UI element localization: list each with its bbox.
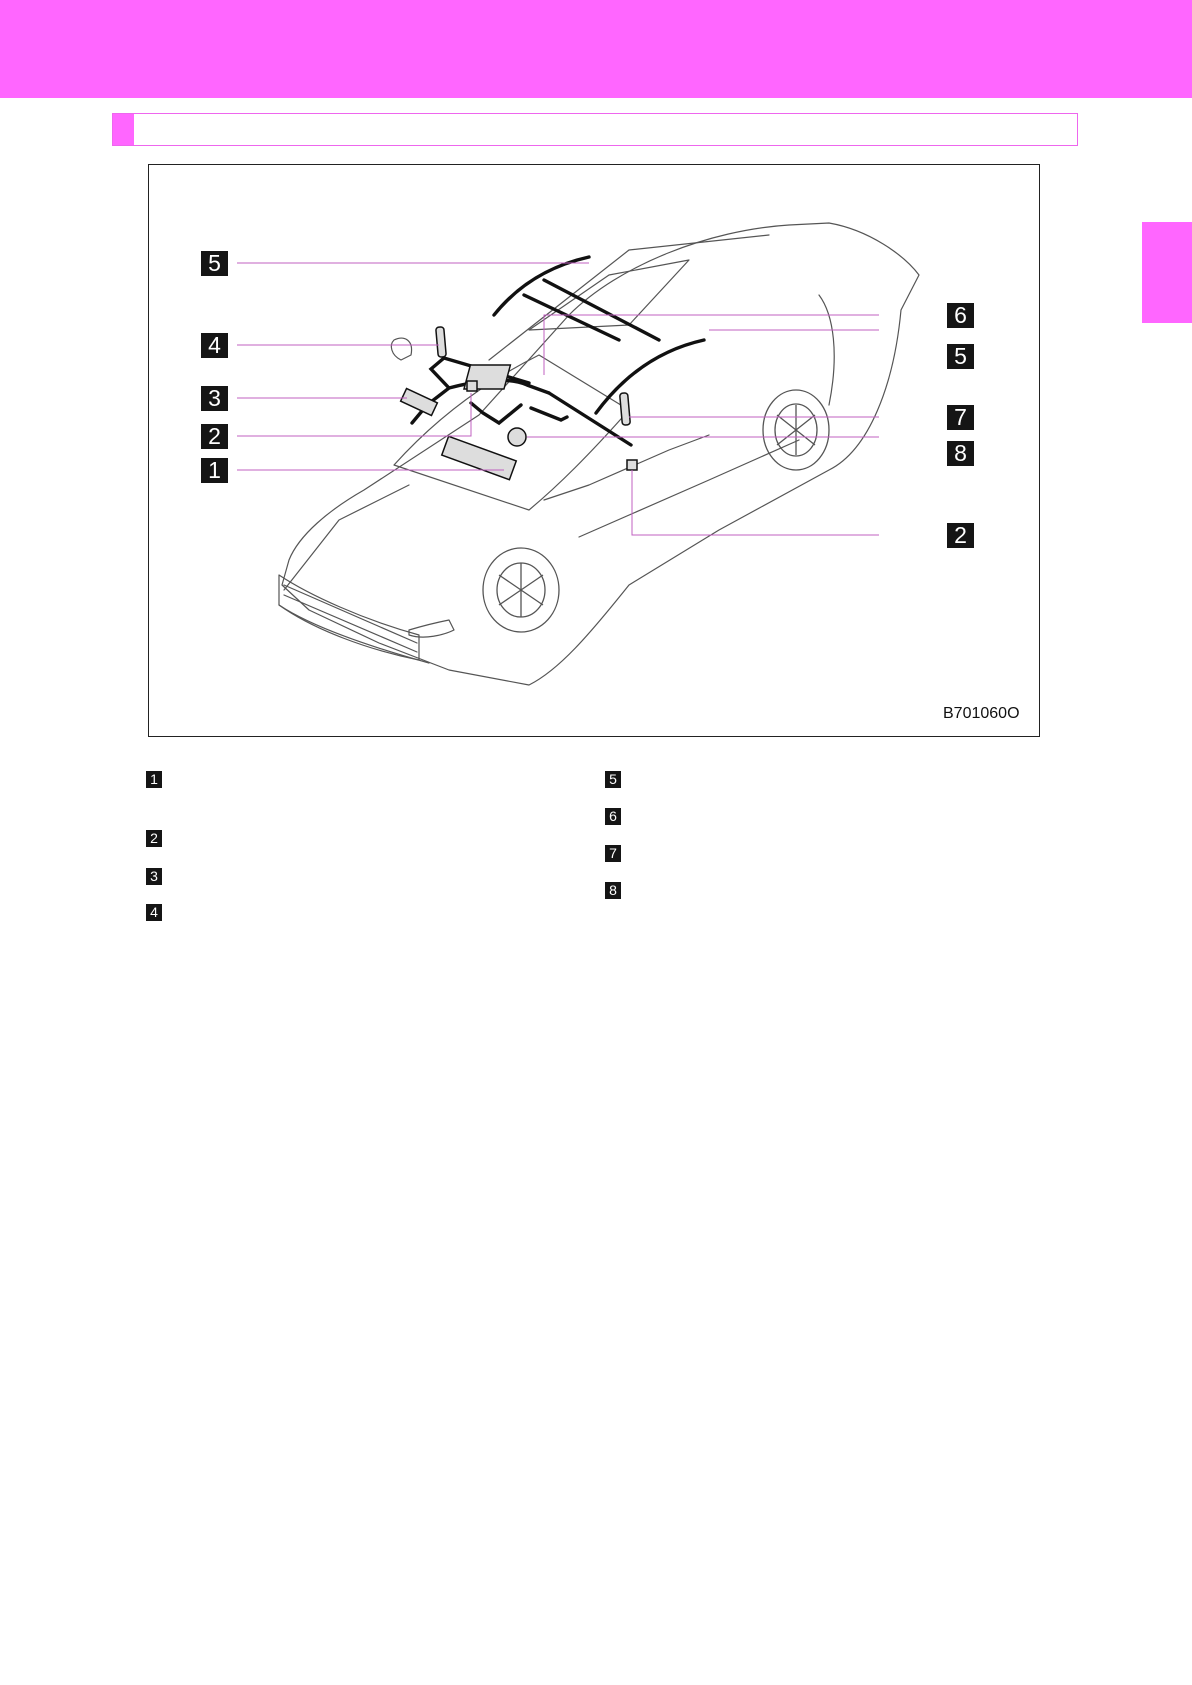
mirror: [391, 338, 411, 360]
callout-6: 6: [947, 303, 974, 328]
rear-edge: [819, 295, 834, 405]
car-illustration: [149, 165, 1041, 738]
legend-item-1: [146, 769, 586, 799]
callout-3: 3: [201, 386, 228, 411]
chapter-side-tab: [1142, 222, 1192, 323]
legend-number: 4: [146, 904, 162, 921]
callout-2-right: 2: [947, 523, 974, 548]
wiring-harness-6: [471, 403, 521, 423]
airbag-system-figure: [148, 164, 1040, 737]
legend-number: 7: [605, 845, 621, 862]
curtain-airbag-right: [596, 340, 704, 413]
leader-6: [544, 315, 879, 375]
callout-2-left: 2: [201, 424, 228, 449]
header-band: [0, 0, 1192, 98]
callout-7: 7: [947, 405, 974, 430]
section-heading-bar: [112, 113, 1078, 146]
car-body-outline: [282, 223, 919, 685]
side-airbag-left: [436, 327, 447, 358]
legend-item-8: [605, 880, 1045, 910]
side-airbag-right: [620, 393, 631, 426]
knee-airbag: [401, 388, 438, 415]
door-line-2: [579, 440, 799, 537]
legend-item-2: [146, 828, 586, 858]
legend-item-7: [605, 843, 1045, 873]
legend-number: 1: [146, 771, 162, 788]
callout-5-right: 5: [947, 344, 974, 369]
legend-number: 2: [146, 830, 162, 847]
callout-8: 8: [947, 441, 974, 466]
bumper: [279, 605, 429, 663]
legend-number: 5: [605, 771, 621, 788]
rear-wheel: [763, 390, 829, 470]
callout-4: 4: [201, 333, 228, 358]
figure-code: B701060O: [943, 705, 1020, 722]
legend-number: 6: [605, 808, 621, 825]
curtain-airbag-left: [494, 257, 589, 315]
leader-2-right: [632, 470, 879, 535]
legend-number: 3: [146, 868, 162, 885]
legend-item-3: [146, 866, 586, 896]
sensor-front: [467, 381, 477, 391]
legend-number: 8: [605, 882, 621, 899]
sensor-side: [627, 460, 637, 470]
legend-item-4: [146, 902, 586, 932]
section-marker: [113, 114, 134, 145]
legend-item-5: [605, 769, 1045, 799]
callout-5-left: 5: [201, 251, 228, 276]
callout-1: 1: [201, 458, 228, 483]
steering-airbag: [508, 428, 526, 446]
front-airbag-module: [442, 436, 516, 479]
wiring-harness-5: [531, 408, 567, 420]
legend-item-6: [605, 806, 1045, 836]
front-wheel: [483, 548, 559, 632]
